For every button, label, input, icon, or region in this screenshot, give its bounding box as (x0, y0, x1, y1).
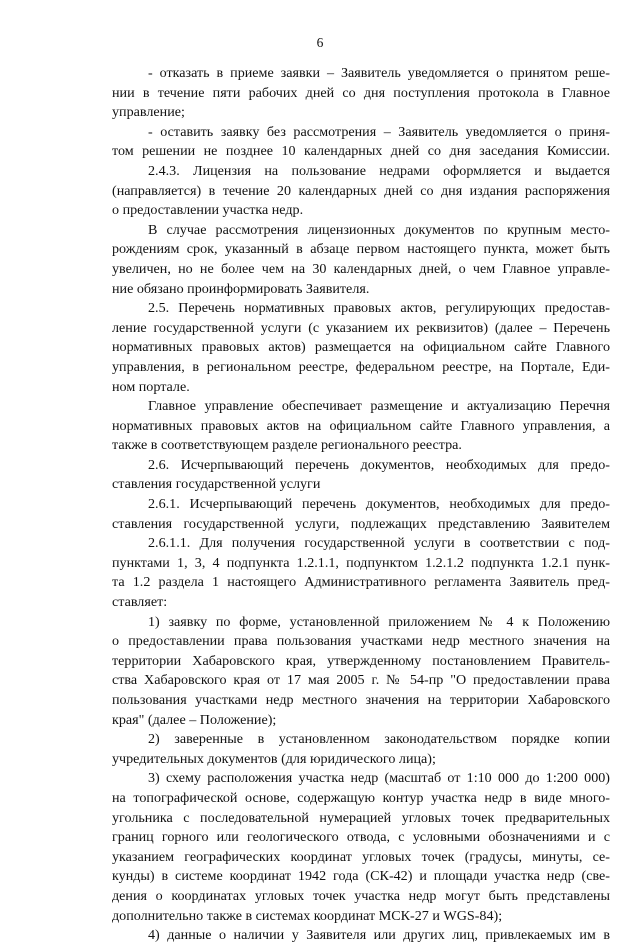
text-line: угольника с последовательной нумерацией угловых точек предварительных (112, 809, 610, 826)
text-line: В случае рассмотрения лицензионных документов по крупным место- (148, 221, 610, 238)
text-line: 2) заверенные в установленном законодательством порядке копии (148, 731, 610, 748)
document-body (112, 64, 610, 946)
text-line: ние обязано проинформировать Заявителя. (112, 280, 370, 297)
text-line: том решении не позднее 10 календарных дней со дня заседания Комиссии. (112, 143, 610, 160)
text-line: указанием географических координат угловых точек (градусы, минуты, се- (112, 848, 610, 865)
text-line: пользования участками недр местного значения на территории Хабаровского (112, 692, 610, 708)
text-line: ставления государственной услуги (112, 476, 321, 493)
text-line: кунды) в системе координат 1942 года (СК-42) и площади участка недр (све- (112, 868, 610, 885)
text-line: 2.6.1.1. Для получения государственной услуги в соответствии с под- (148, 535, 610, 552)
text-line: нормативных правовых актов) размещается на официальном сайте Главного (112, 339, 610, 356)
text-line: та 1.2 раздела 1 настоящего Административного регламента Заявитель пред- (112, 574, 610, 591)
text-line: 1) заявку по форме, установленной приложением № 4 к Положению (148, 613, 610, 630)
text-line: нормативных правовых актов на официальном сайте Главного управления, а (112, 417, 610, 434)
text-line: также в соответствующем разделе регионального реестра. (112, 437, 462, 454)
text-line: 4) данные о наличии у Заявителя или других лиц, привлекаемых им в (148, 927, 610, 944)
text-line: ставляет: (112, 594, 168, 611)
text-line: ном портале. (112, 378, 190, 395)
text-line: 2.4.3. Лицензия на пользование недрами оформляется и выдается (148, 162, 610, 179)
text-line: рождениям срок, указанный в абзаце первом настоящего пункта, может быть (112, 241, 610, 258)
text-line: 2.6. Исчерпывающий перечень документов, необходимых для предо- (148, 456, 610, 473)
text-line: о предоставлении участка недр. (112, 202, 304, 219)
text-line: границ горного или геологического отвода, с условными обозначениями и с (112, 829, 610, 846)
text-line: на топографической основе, содержащую контур участка недр в виде много- (112, 789, 610, 806)
text-line: дополнительно также в системах координат МСК-27 и WGS-84); (112, 907, 503, 924)
text-line: управления, в региональном реестре, федеральном реестре, на Портале, Еди- (112, 358, 610, 375)
text-line: ставления государственной услуги, подлежащих представлению Заявителем (112, 515, 610, 532)
text-line: края" (далее – Положение); (112, 711, 277, 728)
text-line: ление государственной услуги (с указанием их реквизитов) (далее – Перечень (112, 319, 610, 336)
text-line: 2.6.1. Исчерпывающий перечень документов, необходимых для предо- (148, 496, 610, 513)
text-line: ства Хабаровского края от 17 мая 2005 г. № 54-пр "О предоставлении права (112, 672, 610, 689)
text-line: - оставить заявку без рассмотрения – Заявитель уведомляется о приня- (148, 123, 610, 140)
page-number: 6 (316, 35, 324, 50)
text-line: - отказать в приеме заявки – Заявитель уведомляется о принятом реше- (148, 65, 610, 81)
text-line: дения о координатах угловых точек участка недр могут быть представлены (112, 887, 610, 904)
text-line: о предоставлении права пользования участками недр местного значения на (112, 633, 610, 650)
text-line: учредительных документов (для юридического лица); (112, 750, 436, 767)
text-line: территории Хабаровского края, утвержденному постановлением Правитель- (112, 652, 610, 669)
text-line: (направляется) в течение 20 календарных дней со дня издания распоряжения (112, 182, 610, 199)
text-line: управление; (112, 104, 185, 121)
text-line: нии в течение пяти рабочих дней со дня поступления протокола в Главное (112, 84, 610, 101)
text-line: 2.5. Перечень нормативных правовых актов, регулирующих предостав- (148, 300, 610, 317)
text-line: 3) схему расположения участка недр (масштаб от 1:10 000 до 1:200 000) (148, 770, 610, 787)
text-line: Главное управление обеспечивает размещение и актуализацию Перечня (148, 398, 610, 415)
text-line: пунктами 1, 3, 4 подпункта 1.2.1.1, подпунктом 1.2.1.2 подпункта 1.2.1 пунк- (112, 554, 610, 571)
text-line: увеличен, но не более чем на 30 календарных дней, о чем Главное управле- (112, 260, 610, 277)
